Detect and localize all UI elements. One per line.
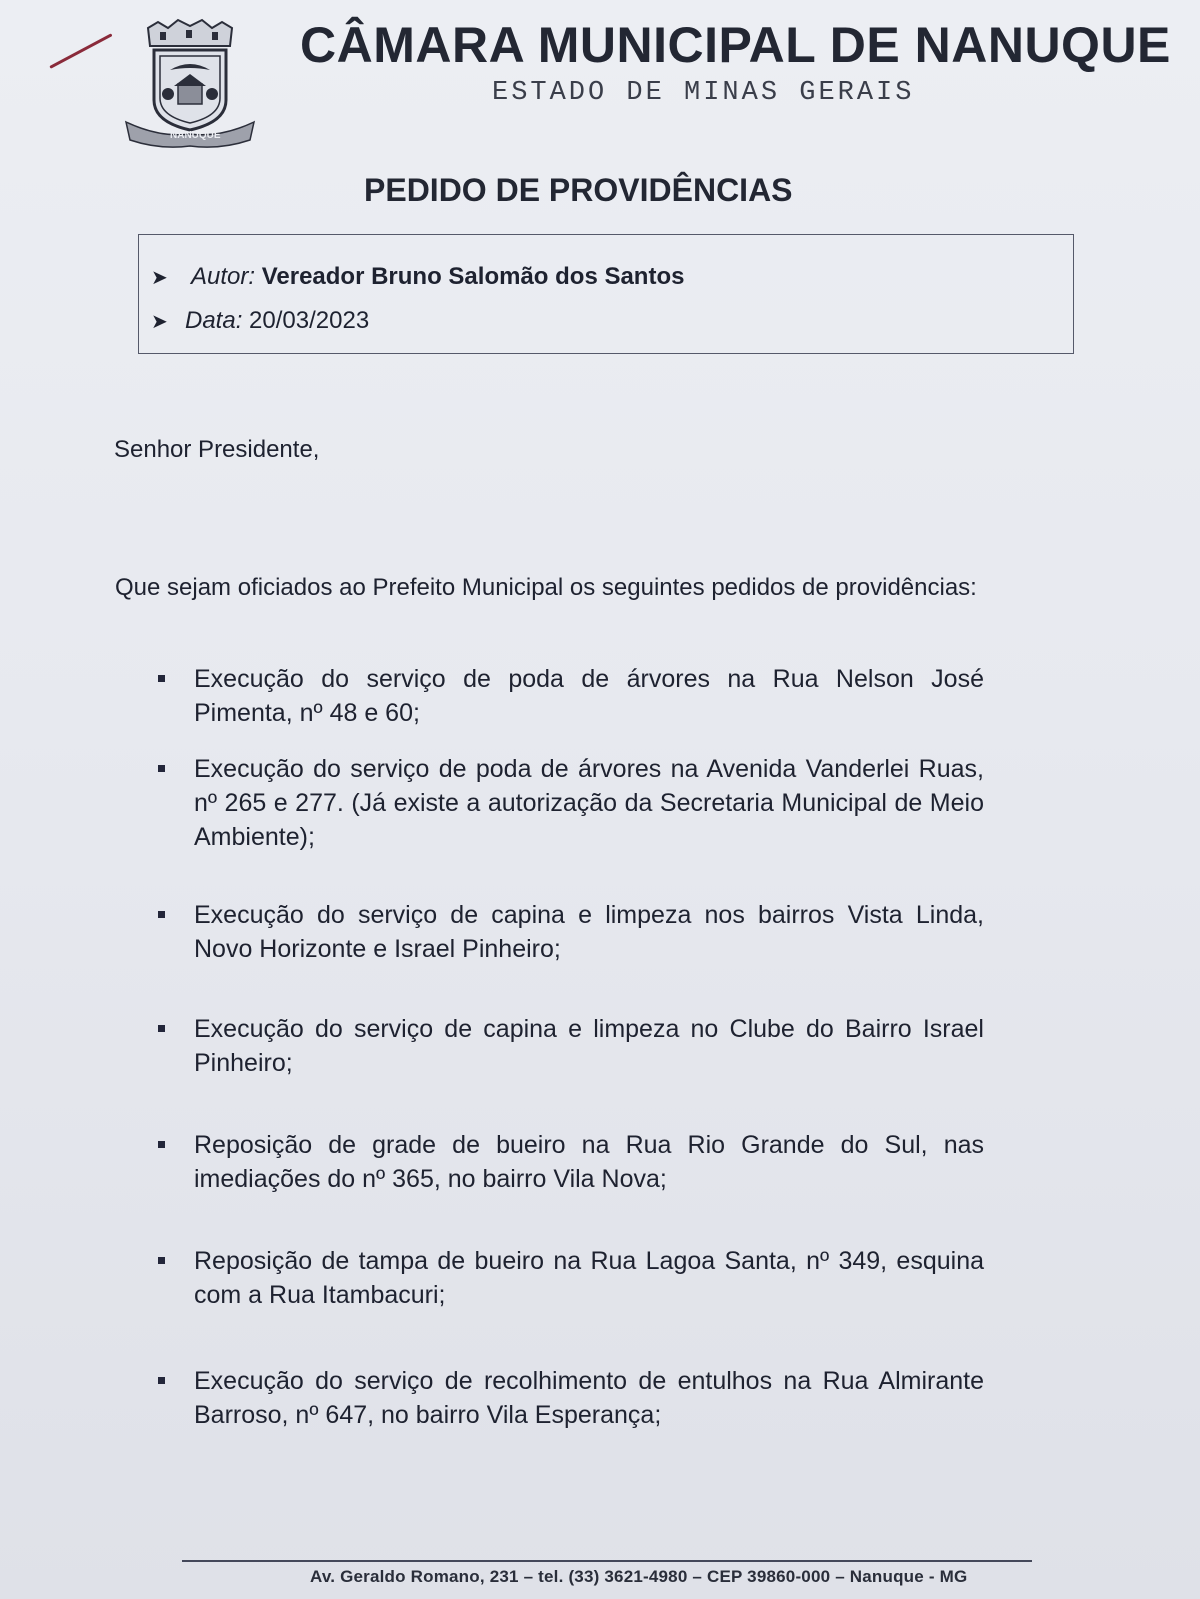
date-label: Data: xyxy=(185,307,243,334)
crest-banner-text: NANUQUE xyxy=(170,130,221,141)
author-date-box xyxy=(138,234,1074,354)
footer-divider xyxy=(182,1560,1032,1562)
square-bullet-icon xyxy=(158,1377,165,1384)
request-text: Execução do serviço de poda de árvores na Rua Nelson José Pimenta, nº 48 e 60; xyxy=(194,665,984,727)
request-text: Execução do serviço de recolhimento de entulhos na Rua Almirante Barroso, nº 647, no bairro Vila Esperança; xyxy=(194,1367,984,1429)
document-title: PEDIDO DE PROVIDÊNCIAS xyxy=(364,172,793,208)
institution-title: CÂMARA MUNICIPAL DE NANUQUE xyxy=(300,17,1171,73)
date-value: 20/03/2023 xyxy=(249,307,370,334)
square-bullet-icon xyxy=(158,1141,165,1148)
arrow-bullet-icon: ➤ xyxy=(151,311,168,333)
square-bullet-icon xyxy=(158,1025,165,1032)
author-line xyxy=(151,263,684,291)
author-value: Vereador Bruno Salomão dos Santos xyxy=(261,263,685,290)
request-text: Execução do serviço de poda de árvores na Avenida Vanderlei Ruas, nº 265 e 277. (Já existe a autorização da Secretaria Municipal de Meio Ambiente); xyxy=(194,755,984,851)
municipal-coat-of-arms-icon xyxy=(120,18,260,148)
request-text: Reposição de tampa de bueiro na Rua Lagoa Santa, nº 349, esquina com a Rua Itambacuri; xyxy=(194,1247,984,1309)
square-bullet-icon xyxy=(158,1257,165,1264)
arrow-bullet-icon: ➤ xyxy=(151,267,168,289)
square-bullet-icon xyxy=(158,675,165,682)
institution-subtitle: ESTADO DE MINAS GERAIS xyxy=(492,78,915,108)
request-text: Execução do serviço de capina e limpeza nos bairros Vista Linda, Novo Horizonte e Israel Pinheiro; xyxy=(194,901,984,963)
date-line xyxy=(151,307,369,335)
request-text: Reposição de grade de bueiro na Rua Rio Grande do Sul, nas imediações do nº 365, no bairro Vila Nova; xyxy=(194,1131,984,1193)
square-bullet-icon xyxy=(158,765,165,772)
square-bullet-icon xyxy=(158,911,165,918)
author-label: Autor: xyxy=(191,263,256,290)
intro-paragraph: Que sejam oficiados ao Prefeito Municipal os seguintes pedidos de providências: xyxy=(115,574,977,601)
footer-address: Av. Geraldo Romano, 231 – tel. (33) 3621-4980 – CEP 39860-000 – Nanuque - MG xyxy=(310,1567,968,1586)
pen-mark xyxy=(49,33,112,69)
request-text: Execução do serviço de capina e limpeza no Clube do Bairro Israel Pinheiro; xyxy=(194,1015,984,1077)
greeting: Senhor Presidente, xyxy=(114,436,320,463)
